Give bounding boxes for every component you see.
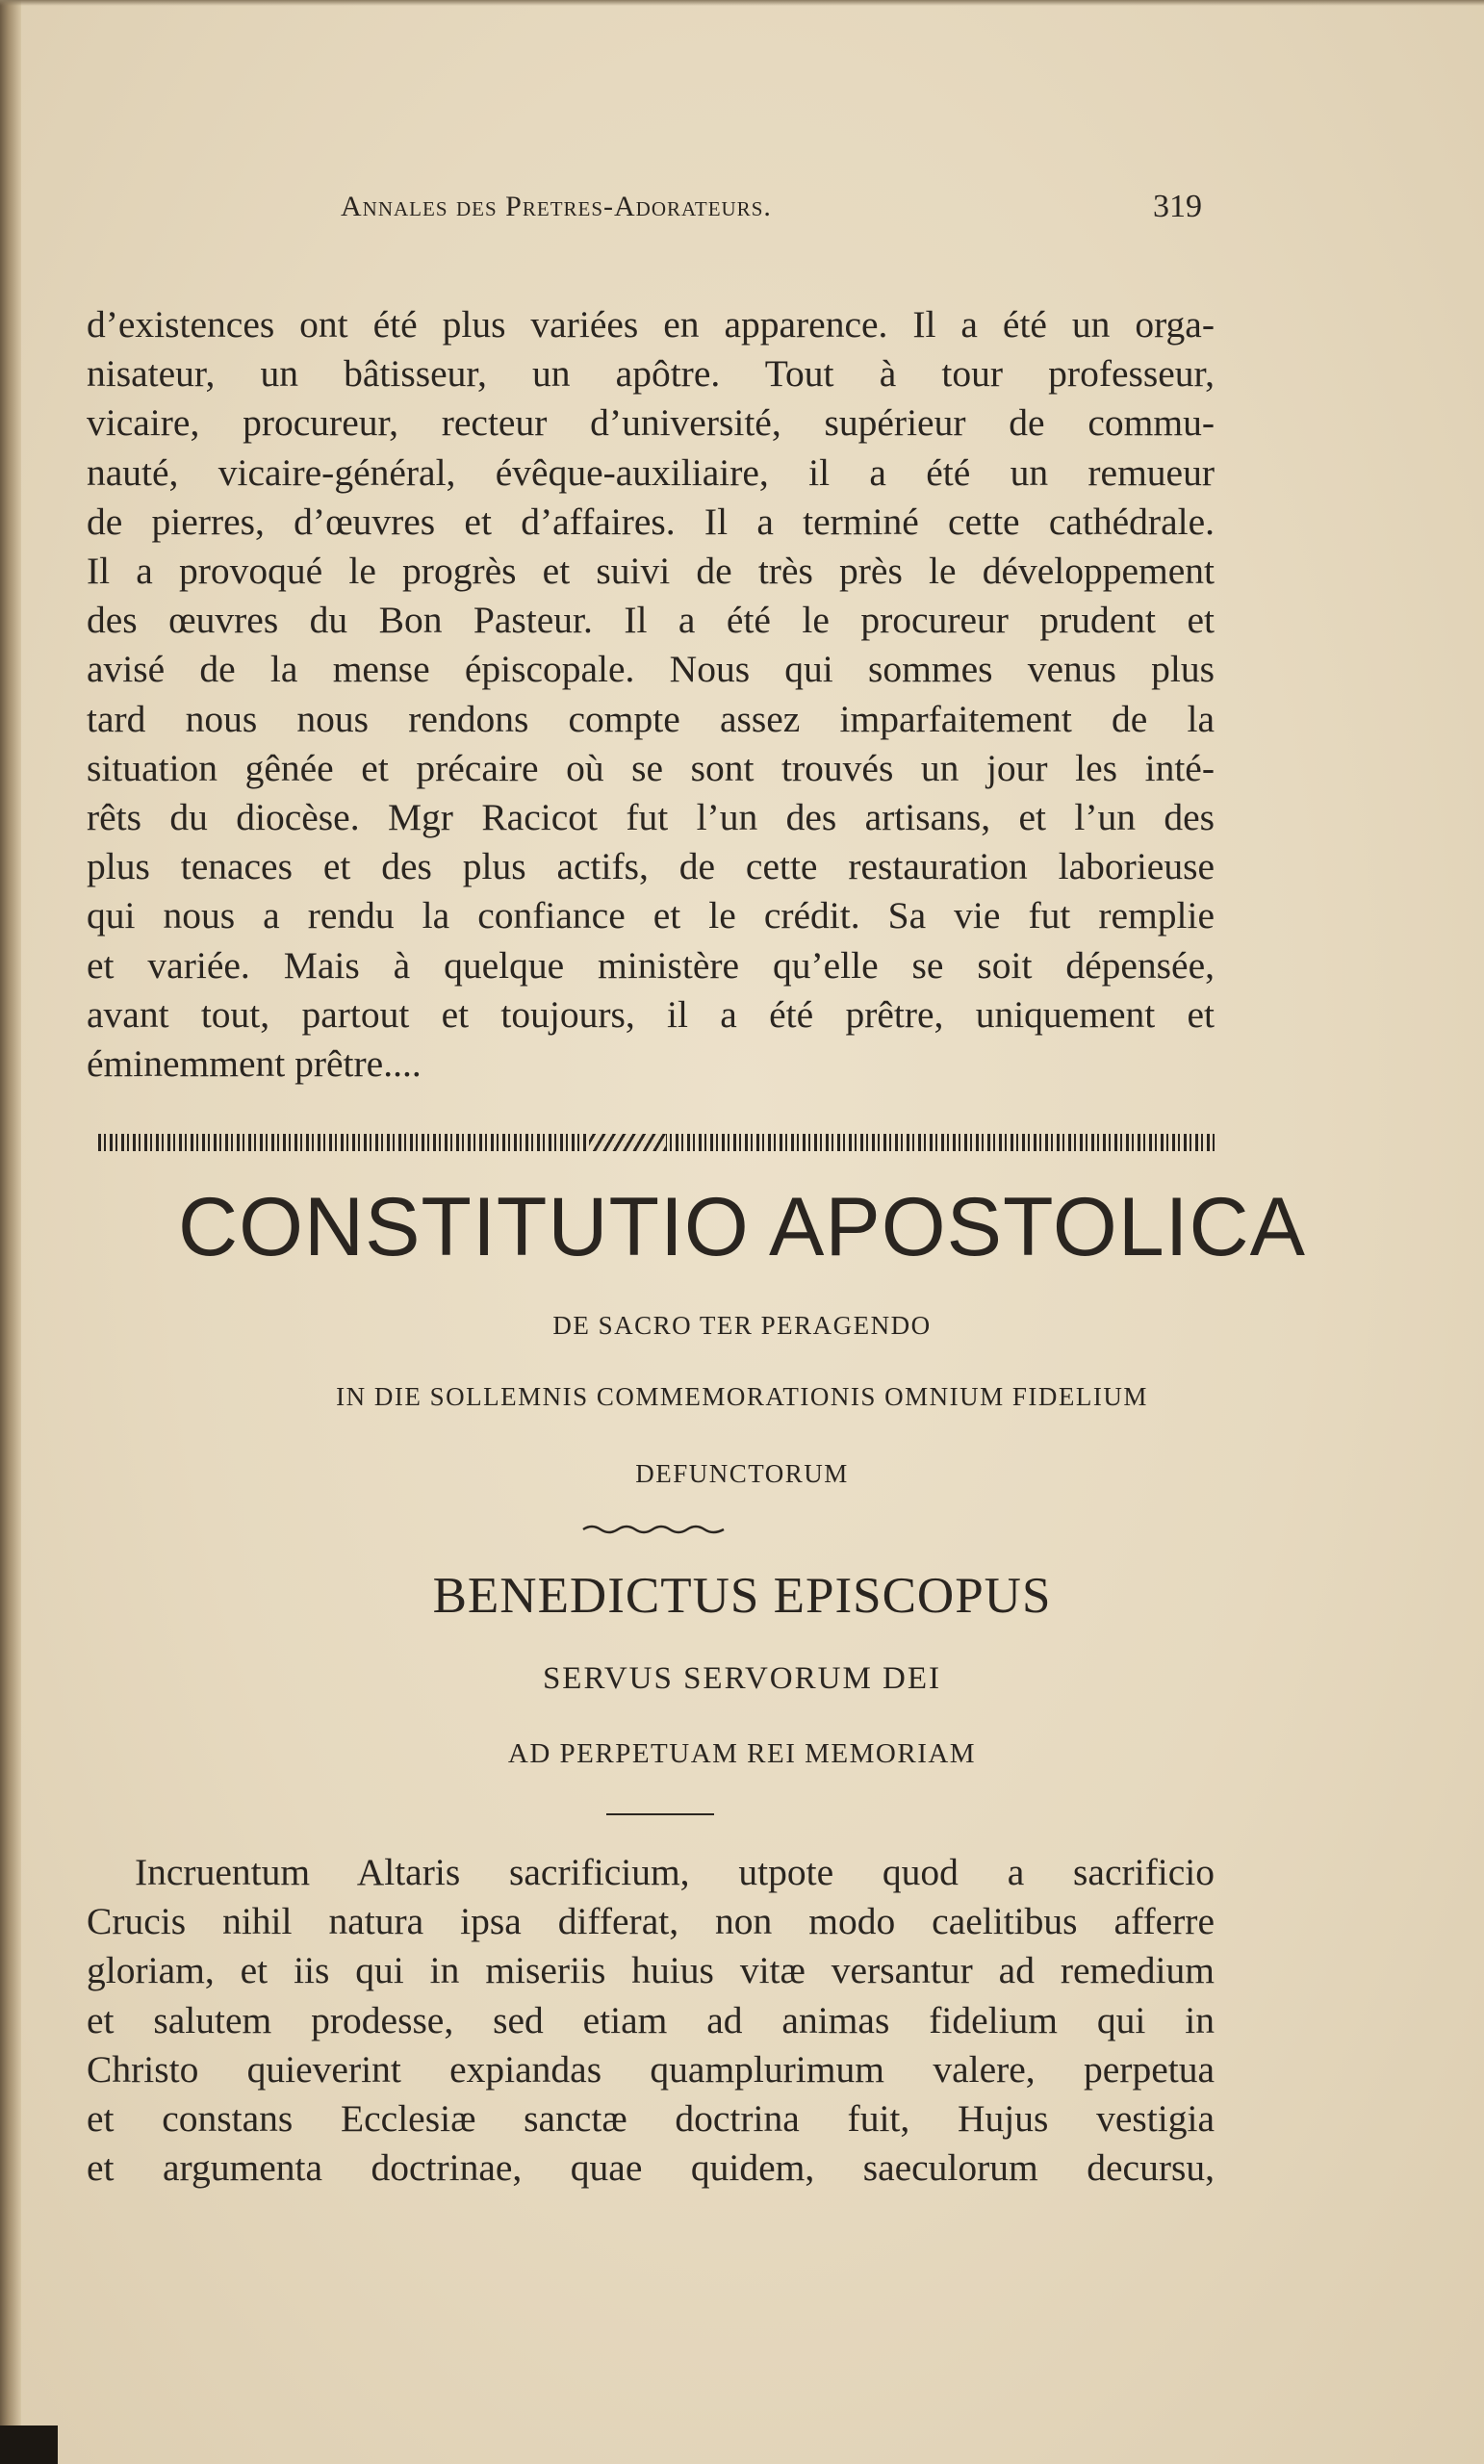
running-head: Annales des Pretres-Adorateurs. [341,191,772,222]
wavy-rule [581,1523,726,1536]
pope-name-heading: BENEDICTUS EPISCOPUS [432,1568,1052,1624]
text-line: Crucis nihil natura ipsa differat, non modo caelitibus afferre [87,1900,1215,1943]
text-line: avant tout, partout et toujours, il a été prêtre, uniquement et [87,992,1215,1036]
text-line: qui nous a rendu la confiance et le crédit. Sa vie fut remplie [87,894,1215,937]
servus-heading: SERVUS SERVORUM DEI [542,1661,942,1696]
text-line: nauté, vicaire-général, évêque-auxiliaire, il a été un remueur [87,450,1215,494]
text-line: nisateur, un bâtisseur, un apôtre. Tout à tour professeur, [87,352,1215,396]
subtitle-line-3: DEFUNCTORUM [635,1459,849,1488]
divider-center-mark [589,1134,666,1151]
memoriam-heading: AD PERPETUAM REI MEMORIAM [507,1738,977,1769]
subtitle-line-2: IN DIE SOLLEMNIS COMMEMORATIONIS OMNIUM FIDELIUM [336,1382,1148,1411]
text-line: et variée. Mais à quelque ministère qu’elle se soit dépensée, [87,943,1215,987]
short-rule [606,1813,714,1815]
page-top-edge [0,0,1484,6]
text-line: rêts du diocèse. Mgr Racicot fut l’un des artisans, et l’un des [87,796,1215,839]
text-line: et argumenta doctrinae, quae quidem, saeculorum decursu, [87,2146,1215,2190]
text-line: Incruentum Altaris sacrificium, utpote quod a sacrificio [135,1851,1215,1893]
text-line: des œuvres du Bon Pasteur. Il a été le procureur prudent et [87,599,1215,642]
text-line: gloriam, et iis qui in miseriis huius vitæ versantur ad remedium [87,1949,1215,1992]
text-line: Il a provoqué le progrès et suivi de très près le développement [87,550,1215,593]
text-line: plus tenaces et des plus actifs, de cette restauration laborieuse [87,845,1215,888]
page-corner-shadow [0,2426,58,2464]
text-line: situation gênée et précaire où se sont trouvés un jour les inté- [87,746,1215,789]
paragraph-latin [87,1848,1215,2193]
paragraph-french [87,300,1215,1089]
subtitle-line-1: DE SACRO TER PERAGENDO [552,1311,932,1340]
text-line: d’existences ont été plus variées en apparence. Il a été un orga- [87,303,1215,346]
text-line: éminemment prêtre.... [87,1042,422,1086]
text-line: et salutem prodesse, sed etiam ad animas fidelium qui in [87,1998,1215,2041]
text-line: et constans Ecclesiæ sanctæ doctrina fuit, Hujus vestigia [87,2097,1215,2141]
text-line: vicaire, procureur, recteur d’université, supérieur de commu- [87,401,1215,445]
constitution-title: CONSTITUTIO APOSTOLICA [177,1181,1307,1273]
page-number: 319 [1153,189,1202,224]
text-line: avisé de la mense épiscopale. Nous qui sommes venus plus [87,648,1215,691]
text-line: Christo quieverint expiandas quamplurimum valere, perpetua [87,2047,1215,2091]
ornamental-divider [98,1134,1215,1151]
text-line: tard nous nous rendons compte assez imparfaitement de la [87,697,1215,740]
text-line: de pierres, d’œuvres et d’affaires. Il a terminé cette cathédrale. [87,500,1215,543]
